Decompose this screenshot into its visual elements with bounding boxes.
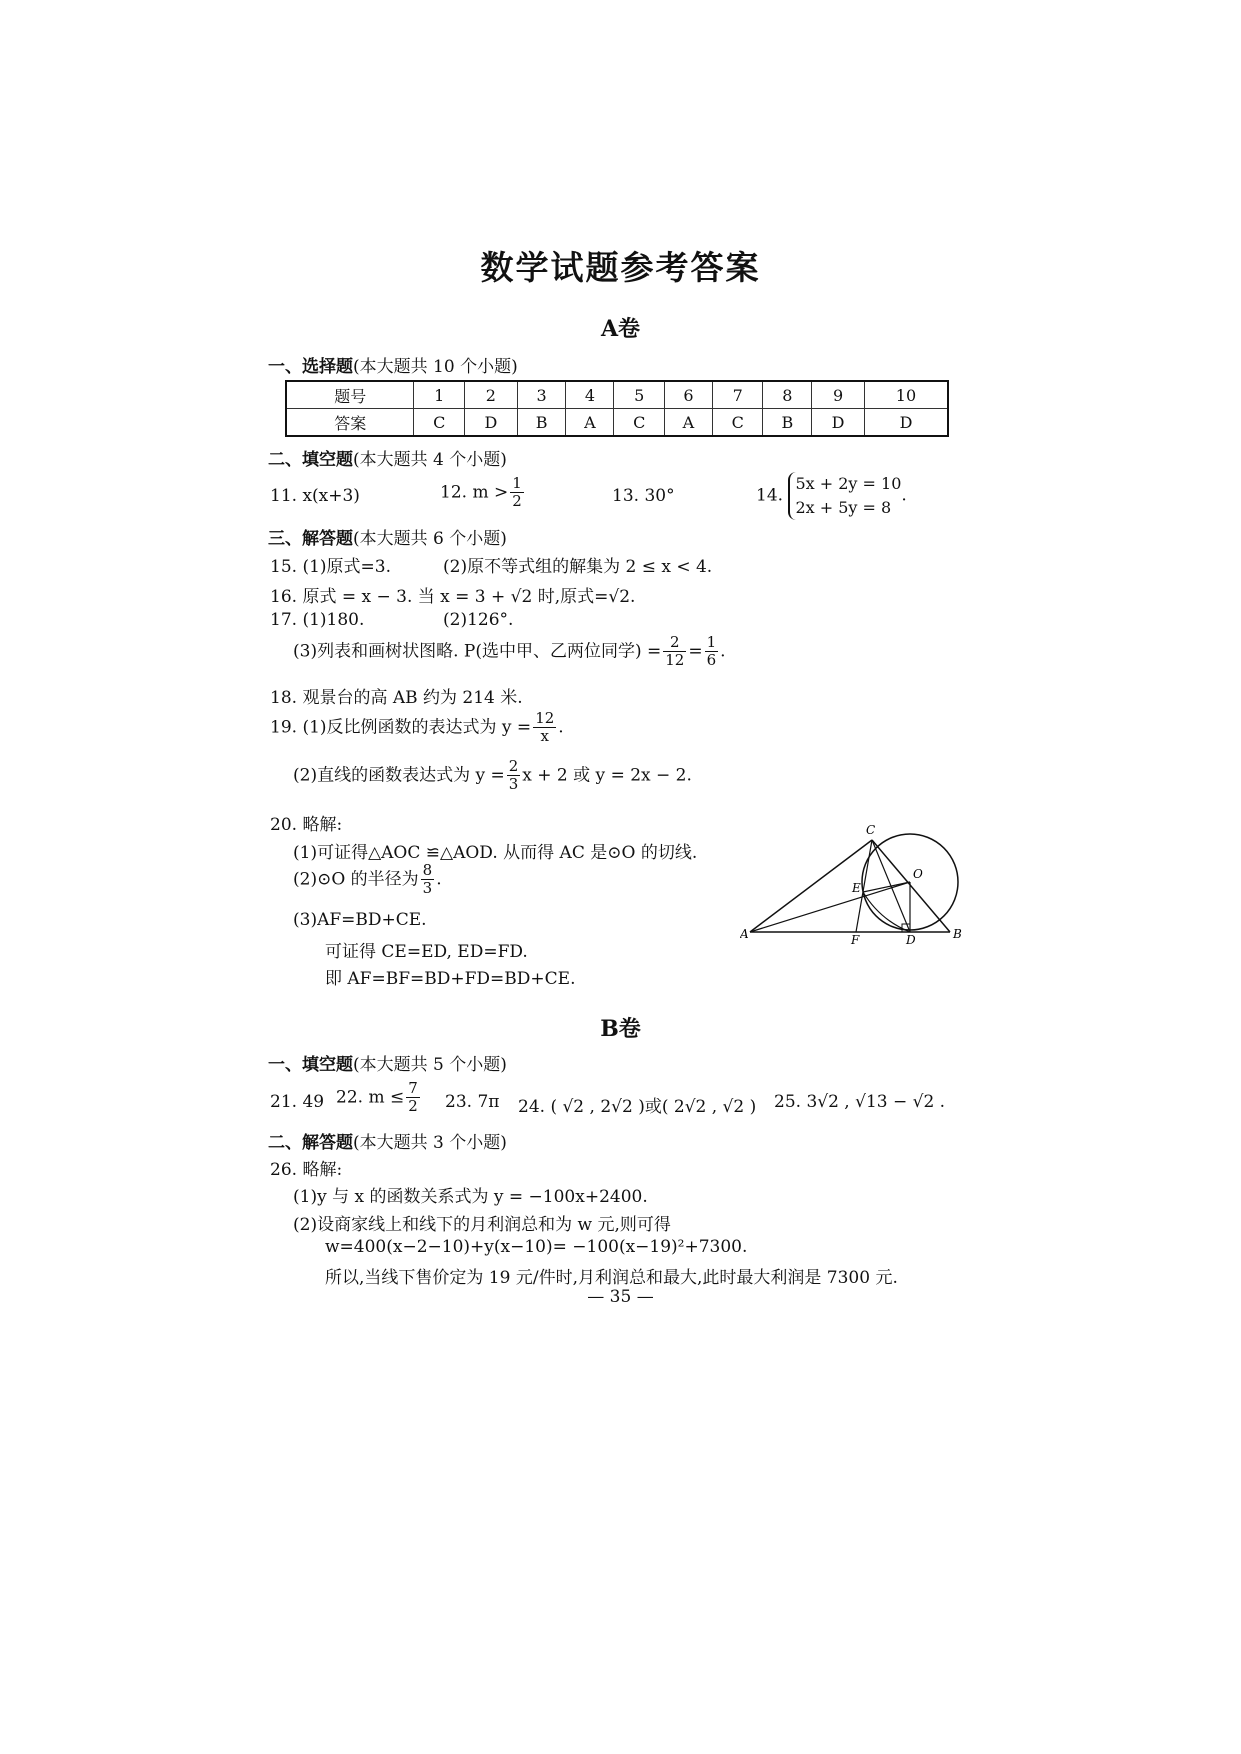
answer-26-2-formula: w=400(x−2−10)+y(x−10)= −100(x−19)²+7300.: [325, 1237, 748, 1257]
answer-15-1: 15. (1)原式=3.: [270, 557, 391, 577]
label-d: D: [906, 933, 916, 945]
answer-26-2: (2)设商家线上和线下的月利润总和为 w 元,则可得: [293, 1215, 671, 1235]
denominator: 12: [665, 651, 685, 670]
section-note: (本大题共 3 个小题): [353, 1133, 507, 1153]
answer-14: [756, 472, 907, 520]
answer-text: (2)⊙O 的半径为: [293, 869, 419, 890]
segment-eo: [863, 882, 910, 892]
table-cell: 10: [864, 381, 948, 409]
segment-cb: [872, 840, 950, 932]
equation: 5x + 2y = 10: [795, 474, 902, 493]
row-label: 答案: [286, 409, 414, 437]
section-head: 二、解答题: [268, 1133, 353, 1153]
answer-text: .: [558, 717, 564, 738]
answer-26-2-conclusion: 所以,当线下售价定为 19 元/件时,月利润总和最大,此时最大利润是 7300 元.: [325, 1268, 898, 1288]
denominator: 2: [408, 1097, 418, 1116]
answer-20-3-step: 可证得 CE=ED, ED=FD.: [325, 942, 528, 962]
answer-text: 22. m ≤: [336, 1087, 405, 1108]
table-cell: 2: [464, 381, 517, 409]
volume-a-heading: A卷: [600, 316, 641, 342]
answer-text: x + 2 或 y = 2x − 2.: [522, 765, 692, 786]
denominator: 3: [422, 879, 433, 898]
fraction: [421, 862, 435, 898]
label-c: C: [866, 823, 876, 837]
numerator: 7: [408, 1079, 418, 1097]
numerator: 8: [422, 861, 433, 879]
section-head: 一、填空题: [268, 1055, 353, 1075]
section-b-solve: [268, 1128, 507, 1153]
numerator: 2: [508, 757, 519, 775]
numerator: 1: [706, 633, 717, 651]
table-cell: B: [763, 409, 812, 437]
denominator: 3: [508, 775, 519, 794]
answer-text: (2)直线的函数表达式为 y =: [293, 765, 505, 786]
section-note: (本大题共 6 个小题): [353, 529, 507, 549]
label-a: A: [740, 927, 749, 941]
section-choice: [268, 352, 518, 377]
answer-17-3: [293, 634, 726, 670]
answer-text: (3)列表和画树状图略. P(选中甲、乙两位同学) =: [293, 641, 662, 662]
table-cell: 5: [614, 381, 665, 409]
answer-22: [336, 1080, 422, 1116]
answer-text: 12. m >: [440, 482, 509, 503]
table-cell: D: [464, 409, 517, 437]
answer-text: 19. (1)反比例函数的表达式为 y =: [270, 717, 532, 738]
fraction: [533, 710, 556, 746]
answer-24: 24. ( √2 , 2√2 )或( 2√2 , √2 ): [518, 1097, 757, 1117]
equation-system: [788, 472, 901, 520]
numerator: 2: [663, 634, 686, 652]
section-note: (本大题共 5 个小题): [353, 1055, 507, 1075]
volume-b-heading: B卷: [600, 1016, 641, 1042]
section-note: (本大题共 4 个小题): [353, 450, 507, 470]
row-label: 题号: [286, 381, 414, 409]
table-cell: 7: [712, 381, 763, 409]
answer-20-2: [293, 862, 442, 898]
section-solve: [268, 524, 507, 549]
answer-20-1: (1)可证得△AOC ≌△AOD. 从而得 AC 是⊙O 的切线.: [293, 843, 698, 863]
table-cell: C: [614, 409, 665, 437]
table-cell: D: [812, 409, 865, 437]
section-head: 三、解答题: [268, 529, 353, 549]
fraction: [510, 475, 524, 511]
answer-text: .: [436, 869, 442, 890]
section-fill: [268, 445, 507, 470]
answer-18: 18. 观景台的高 AB 约为 214 米.: [270, 688, 523, 708]
table-cell: A: [664, 409, 712, 437]
fraction: [406, 1080, 420, 1116]
page-title: 数学试题参考答案: [480, 248, 761, 287]
table-cell: 9: [812, 381, 865, 409]
section-b-fill: [268, 1050, 507, 1075]
answer-20-3-conclusion: 即 AF=BF=BD+FD=BD+CE.: [325, 969, 576, 989]
label-b: B: [953, 927, 962, 941]
fraction: [663, 634, 686, 670]
label-f: F: [851, 933, 860, 945]
label-o: O: [913, 867, 923, 881]
table-row: [286, 409, 948, 437]
geometry-figure: [740, 820, 980, 945]
equation: 2x + 5y = 8: [795, 498, 892, 517]
numerator: 1: [512, 474, 522, 492]
answer-15-2: (2)原不等式组的解集为 2 ≤ x < 4.: [443, 557, 713, 577]
table-cell: 4: [566, 381, 614, 409]
denominator: 2: [512, 492, 522, 511]
answer-17-2: (2)126°.: [443, 610, 514, 630]
table-row: [286, 381, 948, 409]
answer-17-1: 17. (1)180.: [270, 610, 365, 630]
answer-text: 14.: [756, 485, 784, 506]
table-cell: C: [414, 409, 465, 437]
table-cell: 8: [763, 381, 812, 409]
answer-26: 26. 略解:: [270, 1160, 343, 1180]
answer-21: 21. 49: [270, 1092, 325, 1112]
table-cell: 1: [414, 381, 465, 409]
answer-text: =: [688, 641, 703, 662]
answer-text: .: [720, 641, 726, 662]
answer-25: 25. 3√2 , √13 − √2 .: [774, 1092, 946, 1112]
segment-ao: [750, 882, 910, 932]
table-cell: 3: [517, 381, 566, 409]
table-cell: 6: [664, 381, 712, 409]
table-cell: B: [517, 409, 566, 437]
answer-11: 11. x(x+3): [270, 486, 360, 506]
answer-table: [285, 380, 949, 437]
table-cell: D: [864, 409, 948, 437]
numerator: 12: [535, 709, 555, 727]
answer-12: [440, 475, 526, 511]
section-note: (本大题共 10 个小题): [353, 357, 518, 377]
page-number: — 35 —: [587, 1287, 654, 1307]
answer-text: .: [901, 485, 907, 506]
answer-19-1: [270, 710, 564, 746]
fraction: [705, 634, 719, 670]
answer-26-1: (1)y 与 x 的函数关系式为 y = −100x+2400.: [293, 1187, 648, 1207]
section-head: 一、选择题: [268, 357, 353, 377]
section-head: 二、填空题: [268, 450, 353, 470]
fraction: [507, 758, 521, 794]
label-e: E: [852, 881, 861, 895]
answer-20: 20. 略解:: [270, 815, 343, 835]
answer-19-2: [293, 758, 692, 794]
answer-16: 16. 原式 = x − 3. 当 x = 3 + √2 时,原式=√2.: [270, 587, 636, 607]
denominator: 6: [706, 651, 717, 670]
table-cell: C: [712, 409, 763, 437]
denominator: x: [540, 727, 549, 746]
answer-20-3: (3)AF=BD+CE.: [293, 910, 427, 930]
table-cell: A: [566, 409, 614, 437]
answer-23: 23. 7π: [445, 1092, 500, 1112]
answer-13: 13. 30°: [612, 486, 675, 506]
segment-ed: [863, 892, 910, 932]
